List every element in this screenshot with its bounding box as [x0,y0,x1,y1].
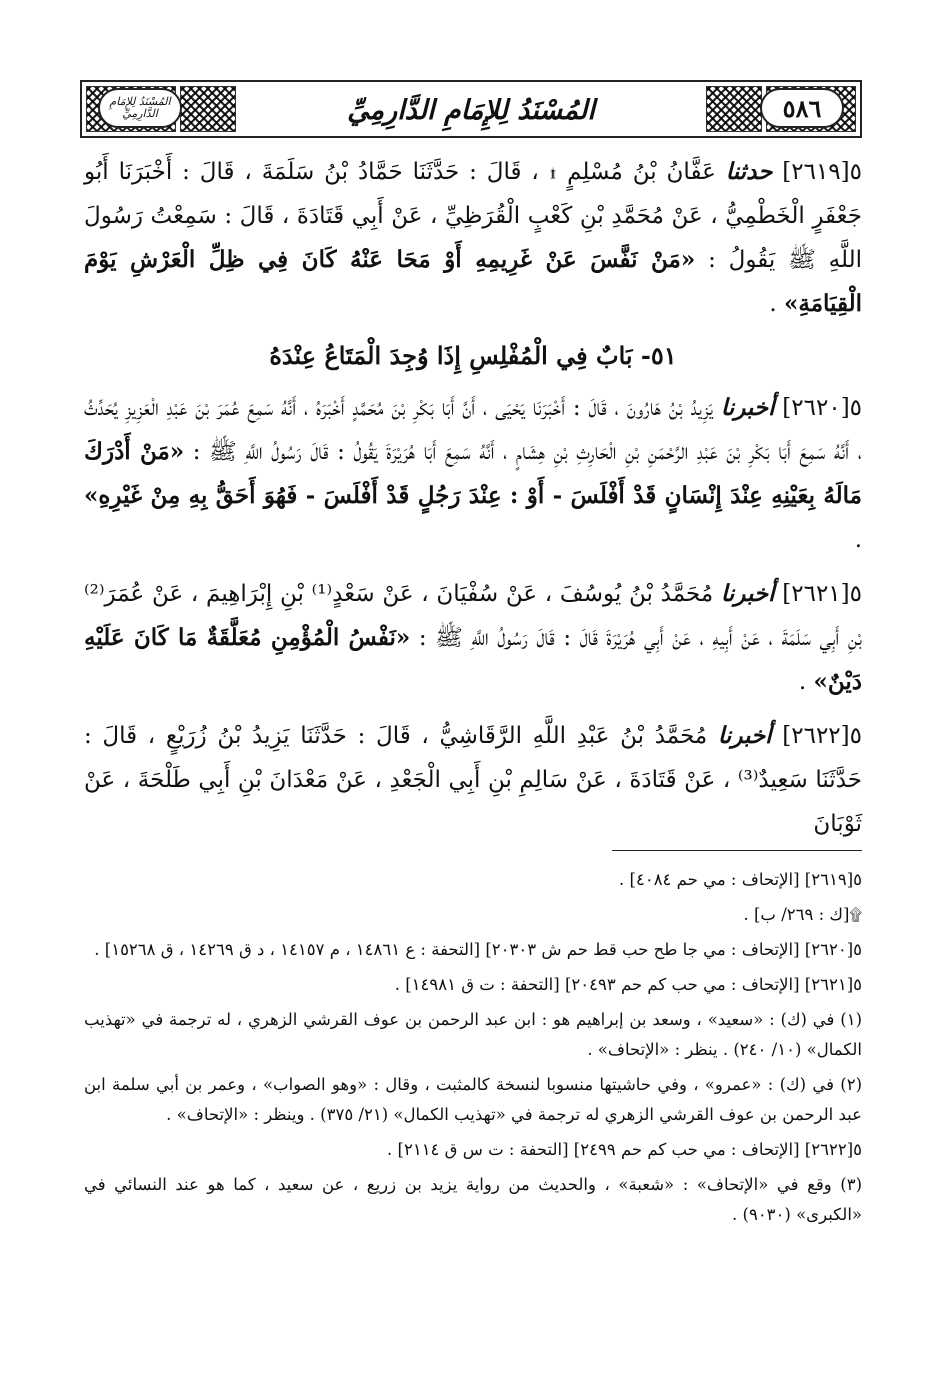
footnotes [84,865,862,1235]
footnote: (٢) في (ك) : «عمرو» ، وفي حاشيتها منسوبا لنسخة كالمثبت ، وقال : «وهو الصواب» ، وعمر بن أبي سلمة ابن عبد الرحمن بن عوف القرشي الزهري له ترجمة في «تهذيب الكمال» (٢١/ ٣٧٥) . وينظر : «الإتحاف» . [84,1075,862,1124]
entry-number: ٥[٢٦١٩] [782,159,863,185]
entry-chain: يَزِيدُ بْنُ هَارُونَ ، قَالَ : أَخْبَرَنَا يَحْيَى ، أَنَّ أَبَا بَكْرِ بْنَ مُحَمَّدٍ أَخْبَرَهُ ، أَنَّهُ سَمِعَ عُمَرَ بْنَ عَبْدِ الْعَزِيزِ يُحَدِّثُ ، أَنَّهُ سَمِعَ أَبَا بَكْرِ بْنَ عَبْدِ الرَّحْمَنِ بْنِ الْحَارِثِ بْنِ هِشَامٍ ، أَنَّهُ سَمِعَ أَبَا هُرَيْرَةَ يَقُولُ : قَالَ رَسُولُ اللَّهِ ﷺ : [84,395,862,465]
ornament-right-inner [706,86,762,132]
entry-narrator: حدثنا [725,158,773,185]
main-text [84,150,862,856]
entry-tail: . [769,291,784,317]
ornament-left-inner [180,86,236,132]
footnote: (١) في (ك) : «سعيد» ، وسعد بن إبراهيم هو : ابن عبد الرحمن بن عوف القرشي الزهري ، له ترجمة في «تهذيب الكمال» (١٠/ ٢٤٠) . ينظر : «الإتحاف» . [84,1010,862,1059]
entry-chain: مُحَمَّدُ بْنُ عَبْدِ اللَّهِ الرَّقَاشِيُّ ، قَالَ : حَدَّثَنَا يَزِيدُ بْنُ زُرَيْعٍ ، قَالَ : حَدَّثَنَا سَعِيدٌ⁽³⁾ ، عَنْ قَتَادَةَ ، عَنْ سَالِمِ بْنِ أَبِي الْجَعْدِ ، عَنْ مَعْدَانَ بْنِ أَبِي طَلْحَةَ ، عَنْ ثَوْبَانَ [84,723,862,837]
footnote: ٥[٢٦١٩] [الإتحاف : مي حم ٤٠٨٤] . [619,870,862,889]
footnote: ٥[٢٦٢٢] [الإتحاف : مي حب كم حم ٢٤٩٩] [التحفة : ت س ق ٢١١٤] . [387,1140,862,1159]
footnote: ۩[ك : ٢٦٩/ ب] . [743,905,862,924]
entry-chain: عَفَّانُ بْنُ مُسْلِمٍ ۩ ، قَالَ : حَدَّثَنَا حَمَّادُ بْنُ سَلَمَةَ ، قَالَ : أَخْبَرَنَا أَبُو جَعْفَرٍ الْخَطْمِيُّ ، عَنْ مُحَمَّدِ بْنِ كَعْبٍ الْقُرَظِيِّ ، عَنْ أَبِي قَتَادَةَ ، قَالَ : سَمِعْتُ رَسُولَ اللَّهِ ﷺ يَقُولُ : [84,159,863,273]
book-logo: المُسْنَدُ لِلإِمَامِ الدَّارِمِيِّ [109,95,171,120]
footnote: (٣) وقع في «الإتحاف» : «شعبة» ، والحديث من رواية يزيد بن زريع ، عن سعيد ، كما هو عند النسائي في «الكبرى» (٩٠٣٠) . [84,1175,862,1224]
book-title: المُسْنَدُ لِلإِمَامِ الدَّارِمِيِّ [347,94,595,126]
entry-hadith: «نَفْسُ الْمُؤْمِنِ مُعَلَّقَةٌ مَا كَانَ عَلَيْهِ دَيْنٌ» [84,624,862,695]
entry-narrator: أخبرنا [720,394,775,421]
entry-chain: مُحَمَّدُ بْنُ يُوسُفَ ، عَنْ سُفْيَانَ ، عَنْ سَعْدٍ⁽¹⁾ بْنِ إِبْرَاهِيمَ ، عَنْ عُمَرَ⁽²⁾ بْنِ أَبِي سَلَمَةَ ، عَنْ أَبِيهِ ، عَنْ أَبِي هُرَيْرَةَ قَالَ : قَالَ رَسُولُ اللَّهِ ﷺ : [84,581,862,651]
page-header [80,80,862,138]
chapter-heading: ٥١- بَابٌ فِي الْمُفْلِسِ إِذَا وُجِدَ الْمَتَاعُ عِنْدَهُ [269,341,677,370]
entry-number: ٥[٢٦٢٠] [782,395,863,421]
entry-number: ٥[٢٦٢١] [782,581,863,607]
hadith-entry [84,386,862,562]
entry-hadith: «مَنْ نَفَّسَ عَنْ غَرِيمِهِ أَوْ مَحَا عَنْهُ كَانَ فِي ظِلِّ الْعَرْشِ يَوْمَ الْقِيَامَةِ» [84,246,862,317]
hadith-entry [84,714,862,846]
entry-hadith: «مَنْ أَدْرَكَ مَالَهُ بِعَيْنِهِ عِنْدَ إِنْسَانٍ قَدْ أَفْلَسَ - أَوْ : عِنْدَ رَجُلٍ قَدْ أَفْلَسَ - فَهُوَ أَحَقُّ بِهِ مِنْ غَيْرِهِ» [84,438,862,509]
footnote: ٥[٢٦٢٠] [الإتحاف : مي جا طح حب قط حم ش ٢٠٣٠٣] [التحفة : ع ١٤٨٦١ ، م ١٤١٥٧ ، د ق ١٤٢٦٩ ، ق ١٥٢٦٨] . [94,940,862,959]
footnote-separator [612,850,862,851]
logo-medallion [98,88,182,128]
entry-number: ٥[٢٦٢٢] [782,723,863,749]
entry-narrator: أخبرنا [720,580,775,607]
entry-tail: . [854,527,862,553]
entry-narrator: أخبرنا [717,722,772,749]
page-number-medallion [760,88,844,128]
page-number: ٥٨٦ [782,93,822,123]
hadith-entry [84,150,862,326]
hadith-entry [84,572,862,704]
footnote: ٥[٢٦٢١] [الإتحاف : مي حب كم حم ٢٠٤٩٣] [التحفة : ت ق ١٤٩٨١] . [394,975,862,994]
entry-tail: . [798,669,814,695]
